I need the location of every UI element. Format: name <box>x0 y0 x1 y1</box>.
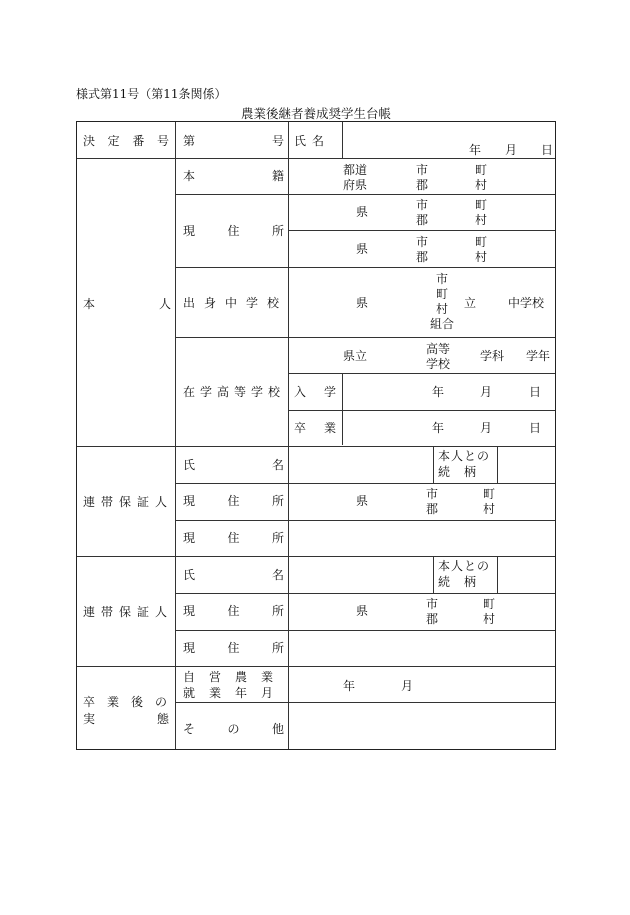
address1-city-top: 市 <box>416 198 429 212</box>
honseki-pref-top: 都道 <box>343 163 368 177</box>
guarantor1-relation-bottom: 続柄 <box>438 465 491 479</box>
address1-town-bottom: 村 <box>475 213 488 227</box>
farming-label-top: 自営農業 <box>183 670 288 684</box>
honseki-town-top: 町 <box>475 163 488 177</box>
honseki-pref-bottom: 府県 <box>343 178 368 192</box>
junior-high-ritsu: 立 <box>464 296 477 310</box>
honseki-label-2: 籍 <box>272 169 285 183</box>
address1-pref: 県 <box>356 205 369 219</box>
address2-city-bottom: 郡 <box>416 250 429 264</box>
grid-line <box>288 122 289 749</box>
high-school-kind-bottom: 学校 <box>426 357 451 371</box>
guarantor2-address1-label: 現 住 所 <box>183 604 284 618</box>
guarantor1-address2-label: 現 住 所 <box>183 531 284 545</box>
guarantor1-label: 連帯保証人 <box>83 495 174 509</box>
honseki-city-top: 市 <box>416 163 429 177</box>
high-school-label: 在学高等学校 <box>183 385 286 399</box>
grid-line <box>77 556 555 557</box>
grid-line <box>342 373 343 445</box>
grid-line <box>497 446 498 483</box>
guarantor2-label: 連帯保証人 <box>83 605 174 619</box>
honseki-city-bottom: 郡 <box>416 178 429 192</box>
junior-high-muni-1: 市 <box>435 272 448 286</box>
farming-month: 月 <box>401 679 414 693</box>
honseki-label-1: 本 <box>183 169 196 183</box>
address2-town-bottom: 村 <box>475 250 488 264</box>
address1-town-top: 町 <box>475 198 488 212</box>
enroll-day: 日 <box>529 385 542 399</box>
date-day: 日 <box>541 143 554 157</box>
grid-line <box>175 483 555 484</box>
grid-line <box>175 702 555 703</box>
honnin-label-nin: 人 <box>159 297 172 311</box>
grid-line <box>288 373 555 374</box>
grid-line <box>175 194 555 195</box>
grid-line <box>342 122 343 158</box>
guarantor1-address1-label: 現 住 所 <box>183 494 284 508</box>
address2-city-top: 市 <box>416 235 429 249</box>
decision-no-suffix: 号 <box>272 134 285 148</box>
graduate-year: 年 <box>432 421 445 435</box>
guarantor1-name-label: 氏 名 <box>183 458 284 472</box>
high-school-kenritsu: 県立 <box>343 349 368 363</box>
guarantor2-relation-top: 本人との <box>438 559 491 573</box>
graduate-day: 日 <box>529 421 542 435</box>
decision-number-label: 決 定 番 号 <box>83 134 169 148</box>
decision-no-prefix: 第 <box>183 134 196 148</box>
address1-city-bottom: 郡 <box>416 213 429 227</box>
junior-high-muni-2: 町 <box>435 287 448 301</box>
guarantor2-town-top: 町 <box>483 597 496 611</box>
farming-year: 年 <box>343 679 356 693</box>
honseki-town-bottom: 村 <box>475 178 488 192</box>
guarantor2-city-bottom: 郡 <box>426 612 439 626</box>
high-school-gakunen: 学年 <box>526 349 551 363</box>
form-title: 農業後継者養成奨学生台帳 <box>240 106 391 121</box>
high-school-gakka: 学科 <box>480 349 505 363</box>
grid-line <box>175 593 555 594</box>
junior-high-muni-3: 村 <box>435 302 448 316</box>
enroll-year: 年 <box>432 385 445 399</box>
grid-line <box>175 122 176 749</box>
form-number: 様式第11号（第11条関係） <box>76 87 227 101</box>
name-label: 氏名 <box>294 134 331 148</box>
junior-high-pref: 県 <box>356 296 369 310</box>
grid-line <box>175 630 555 631</box>
graduate-month: 月 <box>480 421 493 435</box>
guarantor1-relation-top: 本人との <box>438 449 491 463</box>
guarantor1-town-bottom: 村 <box>483 502 496 516</box>
grid-line <box>77 158 555 159</box>
address2-town-top: 町 <box>475 235 488 249</box>
guarantor2-address2-label: 現 住 所 <box>183 641 284 655</box>
high-school-kind-top: 高等 <box>426 342 451 356</box>
grid-line <box>433 446 434 483</box>
honnin-label-hon: 本 <box>83 297 96 311</box>
grid-line <box>77 666 555 667</box>
guarantor2-town-bottom: 村 <box>483 612 496 626</box>
farming-label-bottom: 就業年月 <box>183 686 288 700</box>
enroll-label: 入 学 <box>294 385 336 399</box>
address2-pref: 県 <box>356 242 369 256</box>
grid-line <box>288 410 555 411</box>
guarantor2-name-label: 氏 名 <box>183 568 284 582</box>
grid-line <box>497 556 498 593</box>
guarantor1-pref: 県 <box>356 494 369 508</box>
guarantor2-relation-bottom: 続柄 <box>438 575 491 589</box>
guarantor1-city-bottom: 郡 <box>426 502 439 516</box>
guarantor2-city-top: 市 <box>426 597 439 611</box>
after-graduation-label-bottom: 実 態 <box>83 712 169 726</box>
grid-line <box>433 556 434 593</box>
junior-high-school: 中学校 <box>508 296 545 310</box>
guarantor2-pref: 県 <box>356 604 369 618</box>
ledger-table <box>76 121 556 750</box>
grid-line <box>77 446 555 447</box>
junior-high-muni-4: 組合 <box>429 317 454 331</box>
address-label: 現 住 所 <box>183 224 284 238</box>
date-month: 月 <box>505 143 518 157</box>
enroll-month: 月 <box>480 385 493 399</box>
junior-high-label: 出身中学校 <box>183 296 289 310</box>
graduate-label: 卒 業 <box>294 421 336 435</box>
guarantor1-city-top: 市 <box>426 487 439 501</box>
grid-line <box>175 337 555 338</box>
guarantor1-town-top: 町 <box>483 487 496 501</box>
grid-line <box>175 520 555 521</box>
grid-line <box>288 230 555 231</box>
other-label: そ の 他 <box>183 722 284 736</box>
grid-line <box>175 267 555 268</box>
date-year: 年 <box>469 143 482 157</box>
after-graduation-label-top: 卒業後の <box>83 695 180 709</box>
